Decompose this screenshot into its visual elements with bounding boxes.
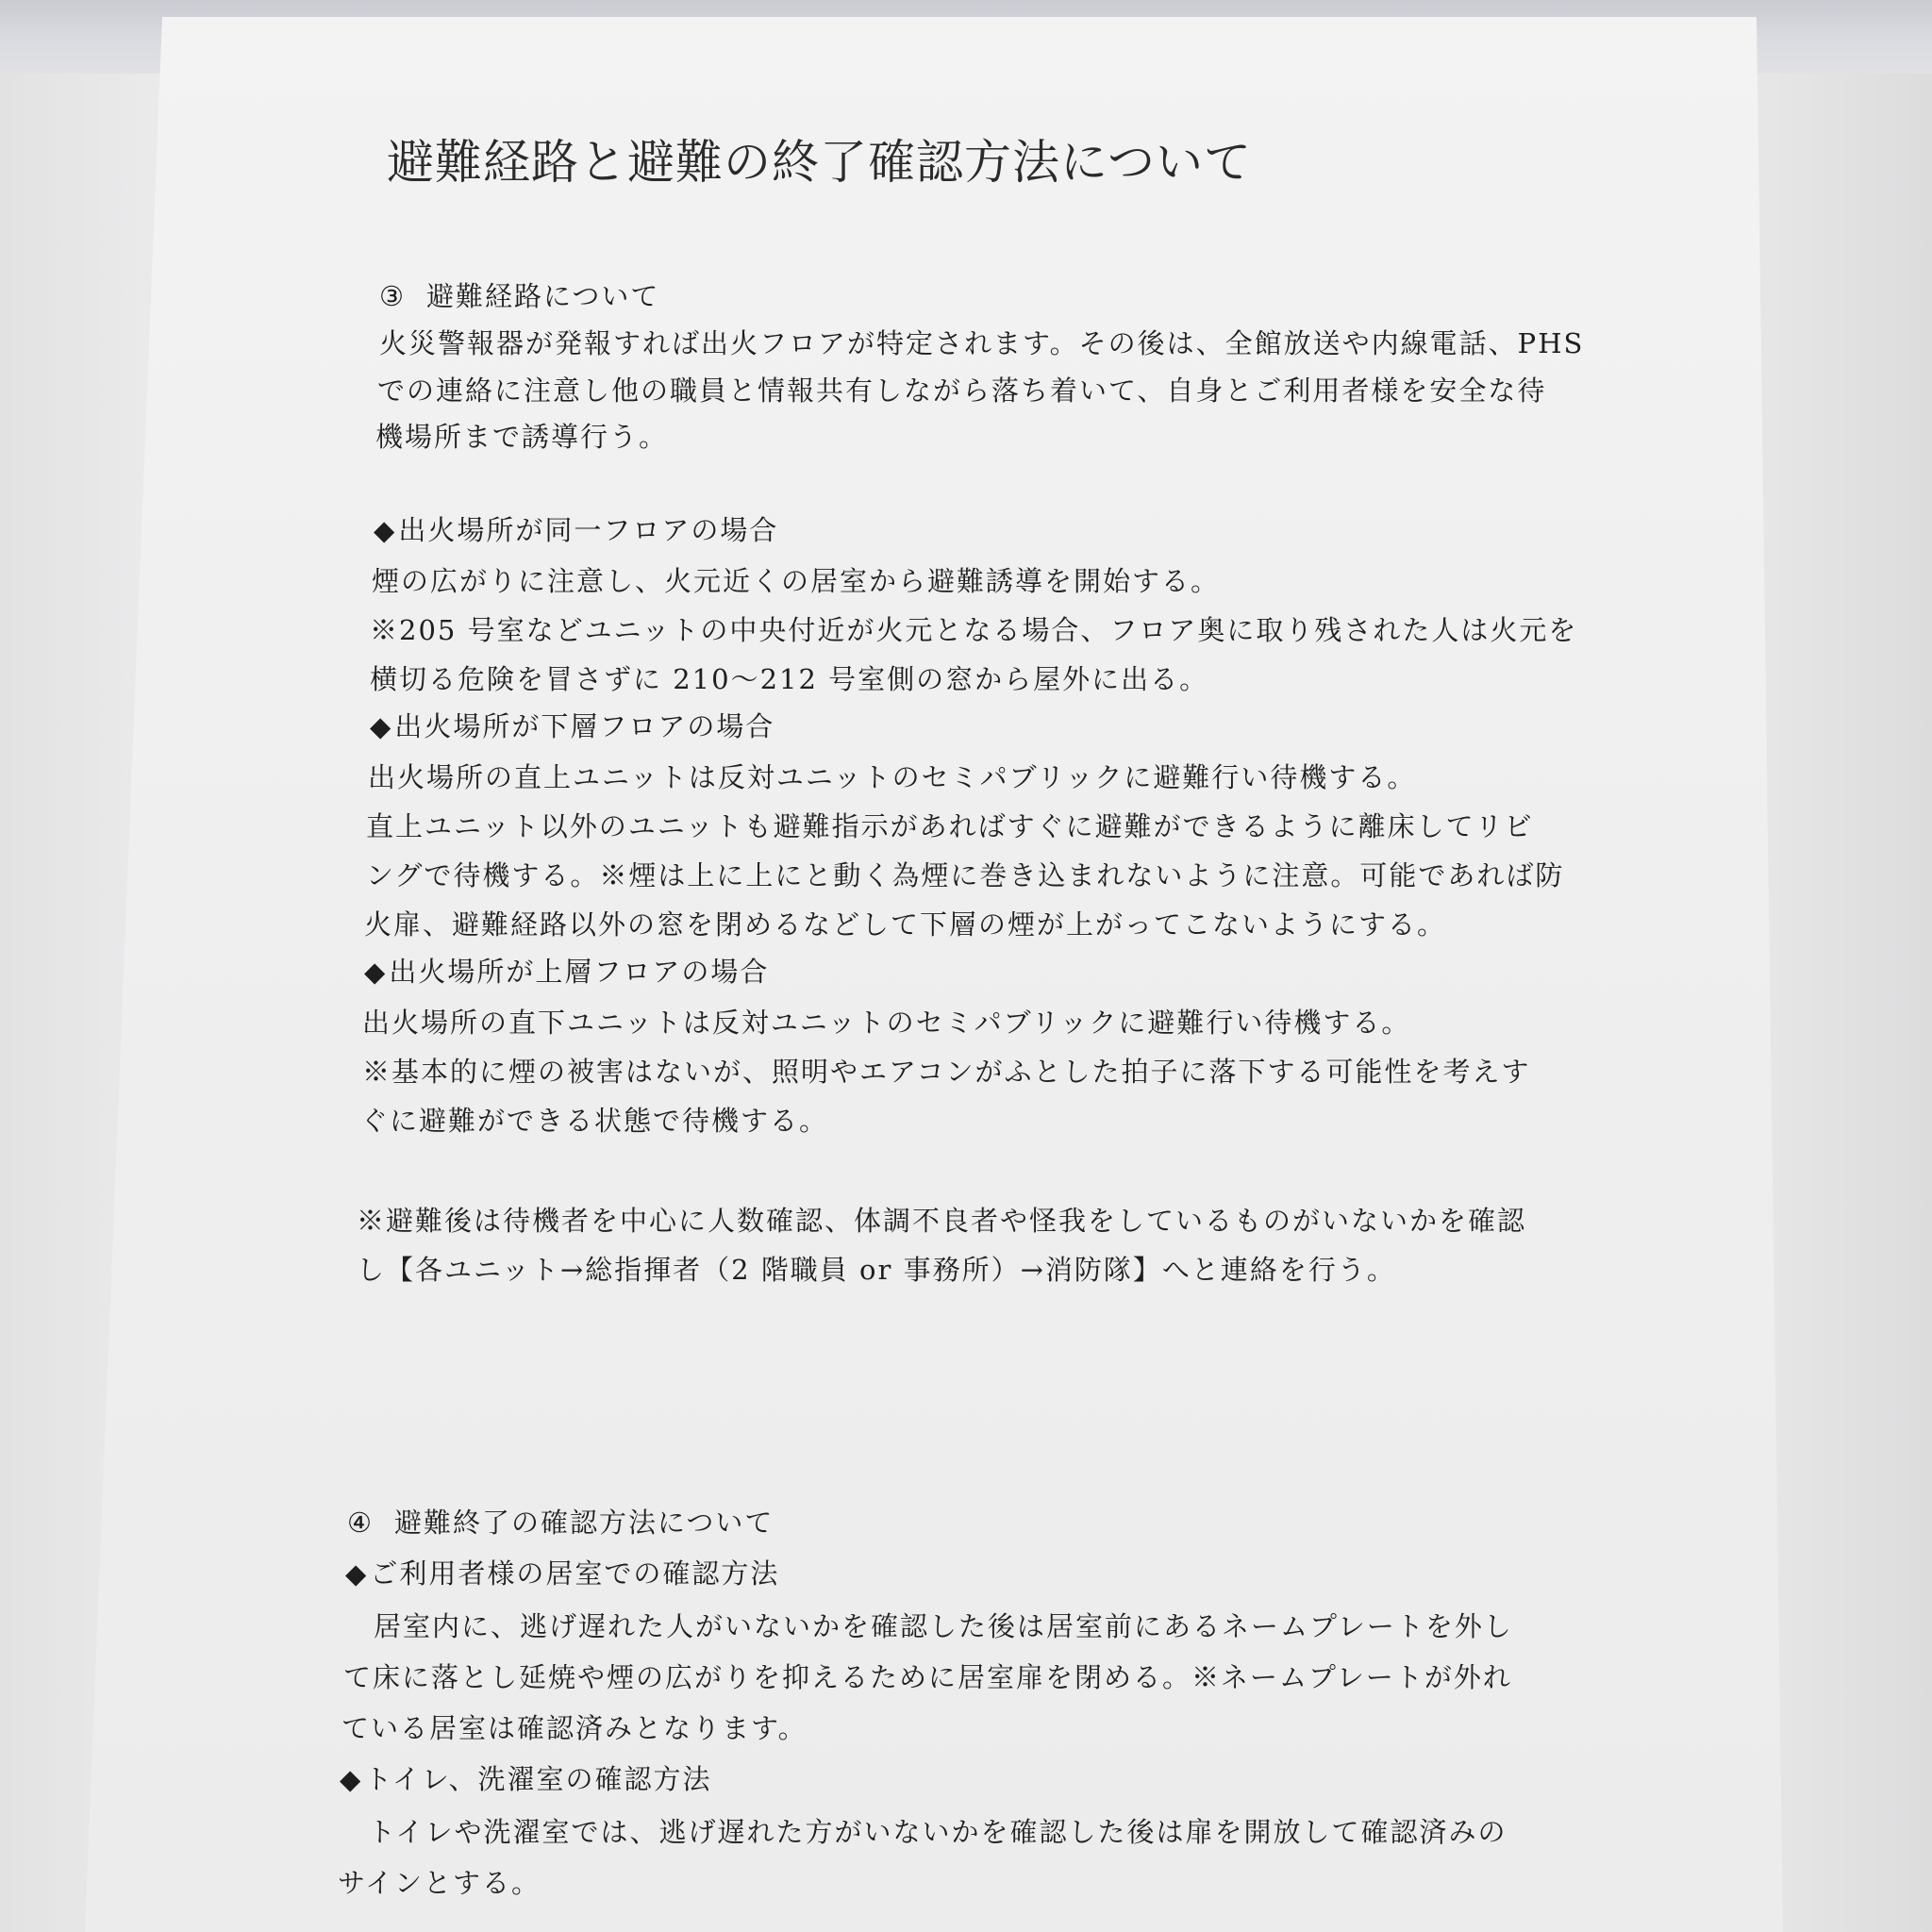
diamond-bullet-icon: ◆ [370, 710, 393, 742]
section3-intro-line: での連絡に注意し他の職員と情報共有しながら落ち着いて、自身とご利用者様を安全な待 [377, 375, 1547, 407]
diamond-bullet-icon: ◆ [364, 956, 388, 988]
upper-floor-line: 出火場所の直下ユニットは反対ユニットのセミパブリックに避難行い待機する。 [362, 1007, 1411, 1039]
section4-heading [347, 1502, 774, 1541]
toilets-check-line: トイレや洗濯室では、逃げ遅れた方がいないかを確認した後は扉を開放して確認済みの [368, 1816, 1507, 1848]
upper-floor-line: ぐに避難ができる状態で待機する。 [360, 1105, 829, 1137]
same-floor-line: 横切る危険を冒さずに 210～212 号室側の窓から屋外に出る。 [370, 663, 1209, 695]
toilets-check-heading [340, 1758, 712, 1797]
after-evacuation-line: し【各ユニット→総指揮者（2 階職員 or 事務所）→消防隊】へと連絡を行う。 [357, 1254, 1396, 1286]
section3-intro-line: 火災警報器が発報すれば出火フロアが特定されます。その後は、全館放送や内線電話、PHS [379, 327, 1585, 359]
rooms-check-line: て床に落とし延焼や煙の広がりを抑えるために居室扉を閉める。※ネームプレートが外れ [343, 1661, 1512, 1693]
diamond-bullet-icon: ◆ [340, 1763, 363, 1795]
same-floor-heading [374, 509, 778, 548]
lower-floor-line: 出火場所の直上ユニットは反対ユニットのセミパブリックに避難行い待機する。 [368, 761, 1417, 793]
upper-floor-heading [364, 951, 769, 990]
section3-number: ③ [379, 280, 406, 312]
section3-intro-line: 機場所まで誘導行う。 [375, 421, 669, 453]
lower-floor-heading-text: 出火場所が下層フロアの場合 [394, 710, 775, 742]
section3-heading [379, 275, 659, 314]
same-floor-heading-text: 出火場所が同一フロアの場合 [398, 514, 779, 546]
diamond-bullet-icon: ◆ [345, 1557, 369, 1590]
lower-floor-line: 火扉、避難経路以外の窓を閉めるなどして下層の煙が上がってこないようにする。 [364, 908, 1447, 941]
rooms-check-line: ている居室は確認済みとなります。 [341, 1712, 808, 1744]
upper-floor-heading-text: 出火場所が上層フロアの場合 [389, 956, 770, 988]
background-sheet-right [1753, 74, 1932, 1932]
toilets-check-line: サインとする。 [338, 1867, 541, 1899]
upper-floor-line: ※基本的に煙の被害はないが、照明やエアコンがふとした拍子に落下する可能性を考えす [362, 1056, 1531, 1088]
rooms-check-heading [345, 1553, 779, 1591]
document-title: 避難経路と避難の終了確認方法について [387, 135, 1252, 190]
diamond-bullet-icon: ◆ [374, 514, 397, 546]
rooms-check-heading-text: ご利用者様の居室での確認方法 [370, 1557, 780, 1590]
lower-floor-line: 直上ユニット以外のユニットも避難指示があればすぐに避難ができるように離床してリビ [366, 810, 1534, 842]
section3-heading-text: 避難経路について [426, 280, 660, 312]
section4-number: ④ [347, 1507, 374, 1539]
lower-floor-line: ングで待機する。※煙は上に上にと動く為煙に巻き込まれないように注意。可能であれば防 [366, 859, 1565, 891]
same-floor-line: ※205 号室などユニットの中央付近が火元となる場合、フロア奥に取り残された人は火元を [370, 614, 1578, 646]
toilets-check-heading-text: トイレ、洗濯室の確認方法 [364, 1763, 712, 1795]
after-evacuation-line: ※避難後は待機者を中心に人数確認、体調不良者や怪我をしているものがいないかを確認 [357, 1205, 1527, 1237]
section4-heading-text: 避難終了の確認方法について [394, 1507, 774, 1539]
lower-floor-heading [370, 706, 774, 744]
same-floor-line: 煙の広がりに注意し、火元近くの居室から避難誘導を開始する。 [372, 565, 1221, 597]
rooms-check-line: 居室内に、逃げ遅れた人がいないかを確認した後は居室前にあるネームプレートを外し [374, 1610, 1513, 1642]
